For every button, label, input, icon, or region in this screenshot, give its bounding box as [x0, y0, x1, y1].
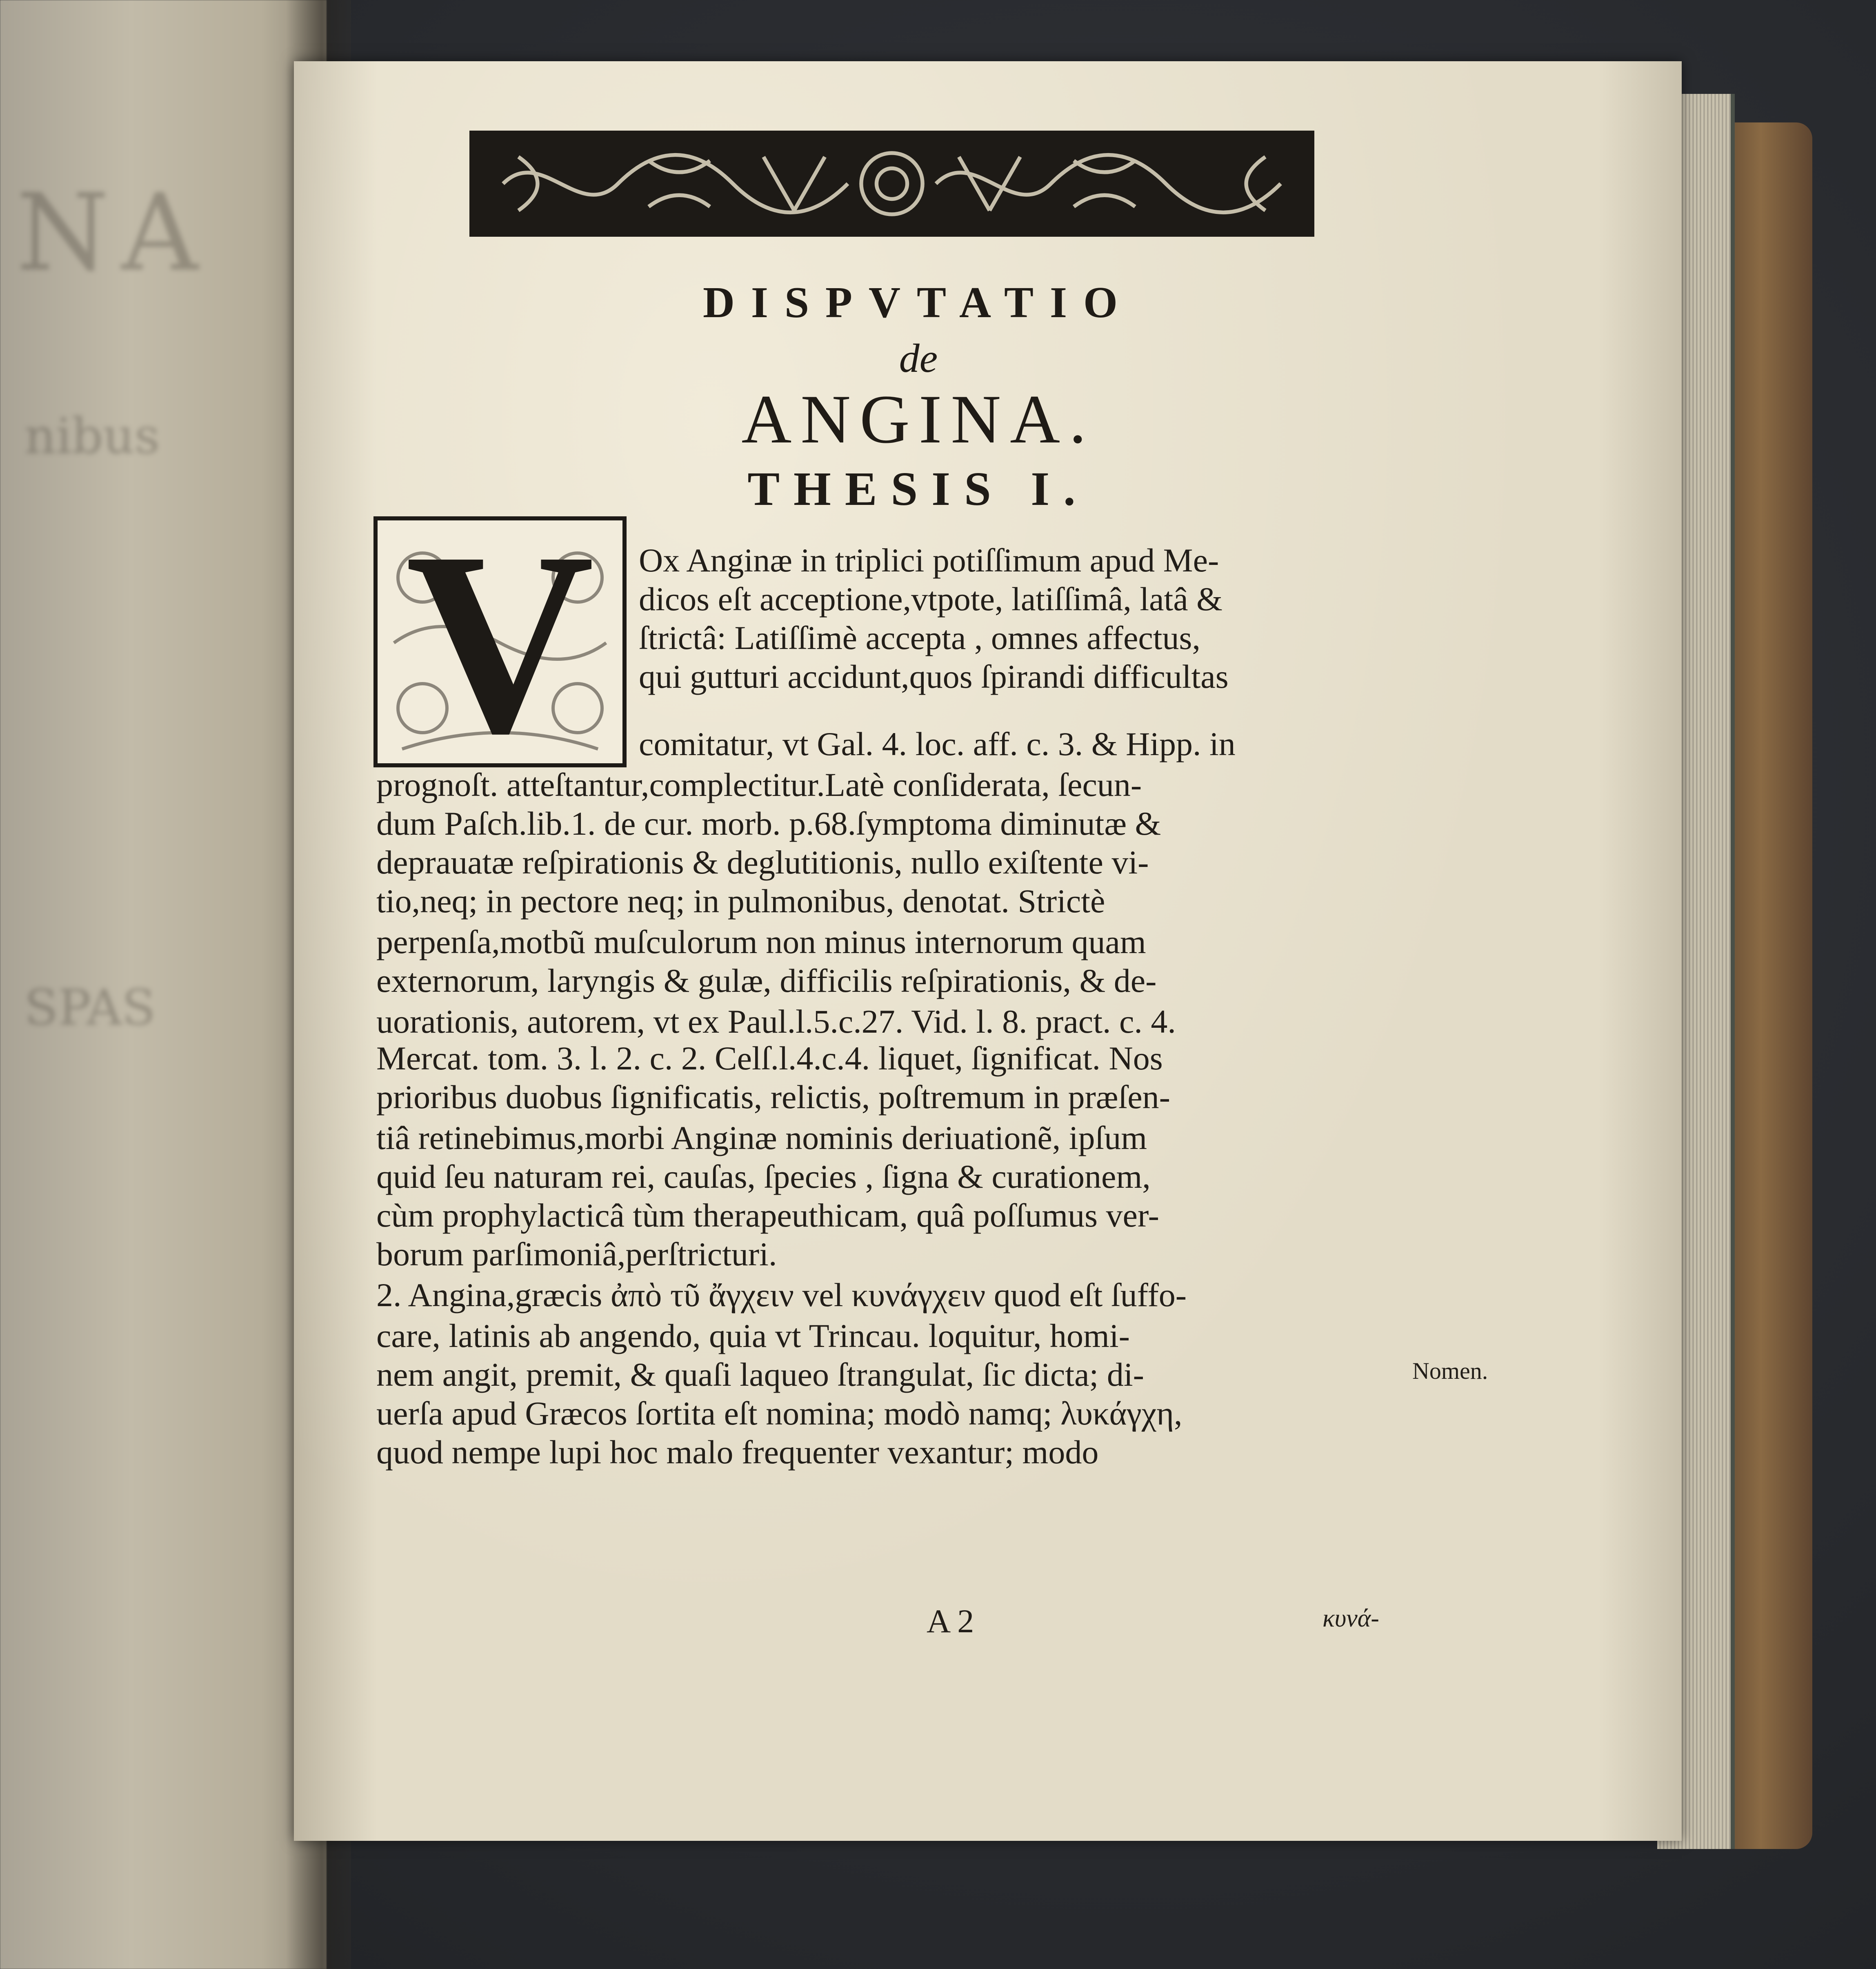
left-page-ghost-text: NA — [16, 171, 211, 295]
drop-capital — [373, 516, 627, 767]
catchword: κυνά- — [1323, 1605, 1379, 1632]
drop-capital-letter: V — [405, 516, 595, 767]
body-line: Ox Anginæ in triplici potiſſimum apud Me- — [639, 542, 1219, 579]
body-line: ſtrictâ: Latiſſimè accepta , omnes affectus, — [639, 619, 1200, 656]
body-line: dicos eſt acceptione,vtpote, latiſſimâ, latâ & — [639, 580, 1223, 618]
body-line: qui gutturi accidunt,quos ſpirandi difficultas — [639, 658, 1229, 695]
heading-angina: ANGINA. — [741, 381, 1096, 458]
body-line: cùm prophylacticâ tùm therapeuthicam, quâ poſſumus ver- — [376, 1197, 1159, 1234]
left-page-ghost-text: nibus — [24, 408, 160, 465]
body-line: comitatur, vt Gal. 4. loc. aff. c. 3. & Hipp. in — [639, 725, 1236, 762]
heading-de: de — [899, 336, 938, 381]
body-line: 2. Angina,græcis ἀπὸ τῦ ἄγχειν vel κυνάγχειν quod eſt ſuffo- — [376, 1276, 1187, 1313]
body-line: quid ſeu naturam rei, cauſas, ſpecies , ſigna & curationem, — [376, 1158, 1151, 1195]
body-line: quod nempe lupi hoc malo frequenter vexantur; modo — [376, 1433, 1099, 1471]
body-line: deprauatæ reſpirationis & deglutitionis, nullo exiſtente vi- — [376, 844, 1149, 881]
body-line: nem angit, premit, & quaſi laqueo ſtrangulat, ſic dicta; di- — [376, 1356, 1144, 1393]
margin-note: Nomen. — [1412, 1358, 1488, 1384]
heading-disputatio: DISPVTATIO — [702, 278, 1134, 327]
left-page-ghost-text: SPAS — [24, 980, 156, 1036]
body-line: perpenſa,motbũ muſculorum non minus internorum quam — [376, 923, 1146, 960]
left-page — [0, 0, 327, 1969]
headpiece-ornament — [469, 131, 1314, 237]
heading-thesis: THESIS I. — [747, 462, 1089, 516]
body-line: tiâ retinebimus,morbi Anginæ nominis deriuationẽ, ipſum — [376, 1119, 1147, 1156]
body-line: uorationis, autorem, vt ex Paul.l.5.c.27. Vid. l. 8. pract. c. 4. — [376, 1003, 1176, 1040]
body-line: tio,neq; in pectore neq; in pulmonibus, denotat. Strictè — [376, 882, 1105, 920]
body-line: care, latinis ab angendo, quia vt Trincau. loquitur, homi- — [376, 1317, 1130, 1354]
body-line: dum Paſch.lib.1. de cur. morb. p.68.ſymptoma diminutæ & — [376, 805, 1161, 842]
body-line: uerſa apud Græcos ſortita eſt nomina; modò namq; λυκάγχη, — [376, 1395, 1183, 1432]
body-line: Mercat. tom. 3. l. 2. c. 2. Celſ.l.4.c.4. liquet, ſignificat. Nos — [376, 1040, 1163, 1077]
body-line: prioribus duobus ſignificatis, relictis, poſtremum in præſen- — [376, 1078, 1170, 1116]
signature-mark: A 2 — [927, 1602, 974, 1640]
book-binding — [1727, 122, 1812, 1849]
body-line: prognoſt. atteſtantur,complectitur.Latè conſiderata, ſecun- — [376, 766, 1142, 803]
body-line: borum parſimoniâ,perſtricturi. — [376, 1236, 777, 1273]
body-line: externorum, laryngis & gulæ, difficilis reſpirationis, & de- — [376, 962, 1157, 999]
